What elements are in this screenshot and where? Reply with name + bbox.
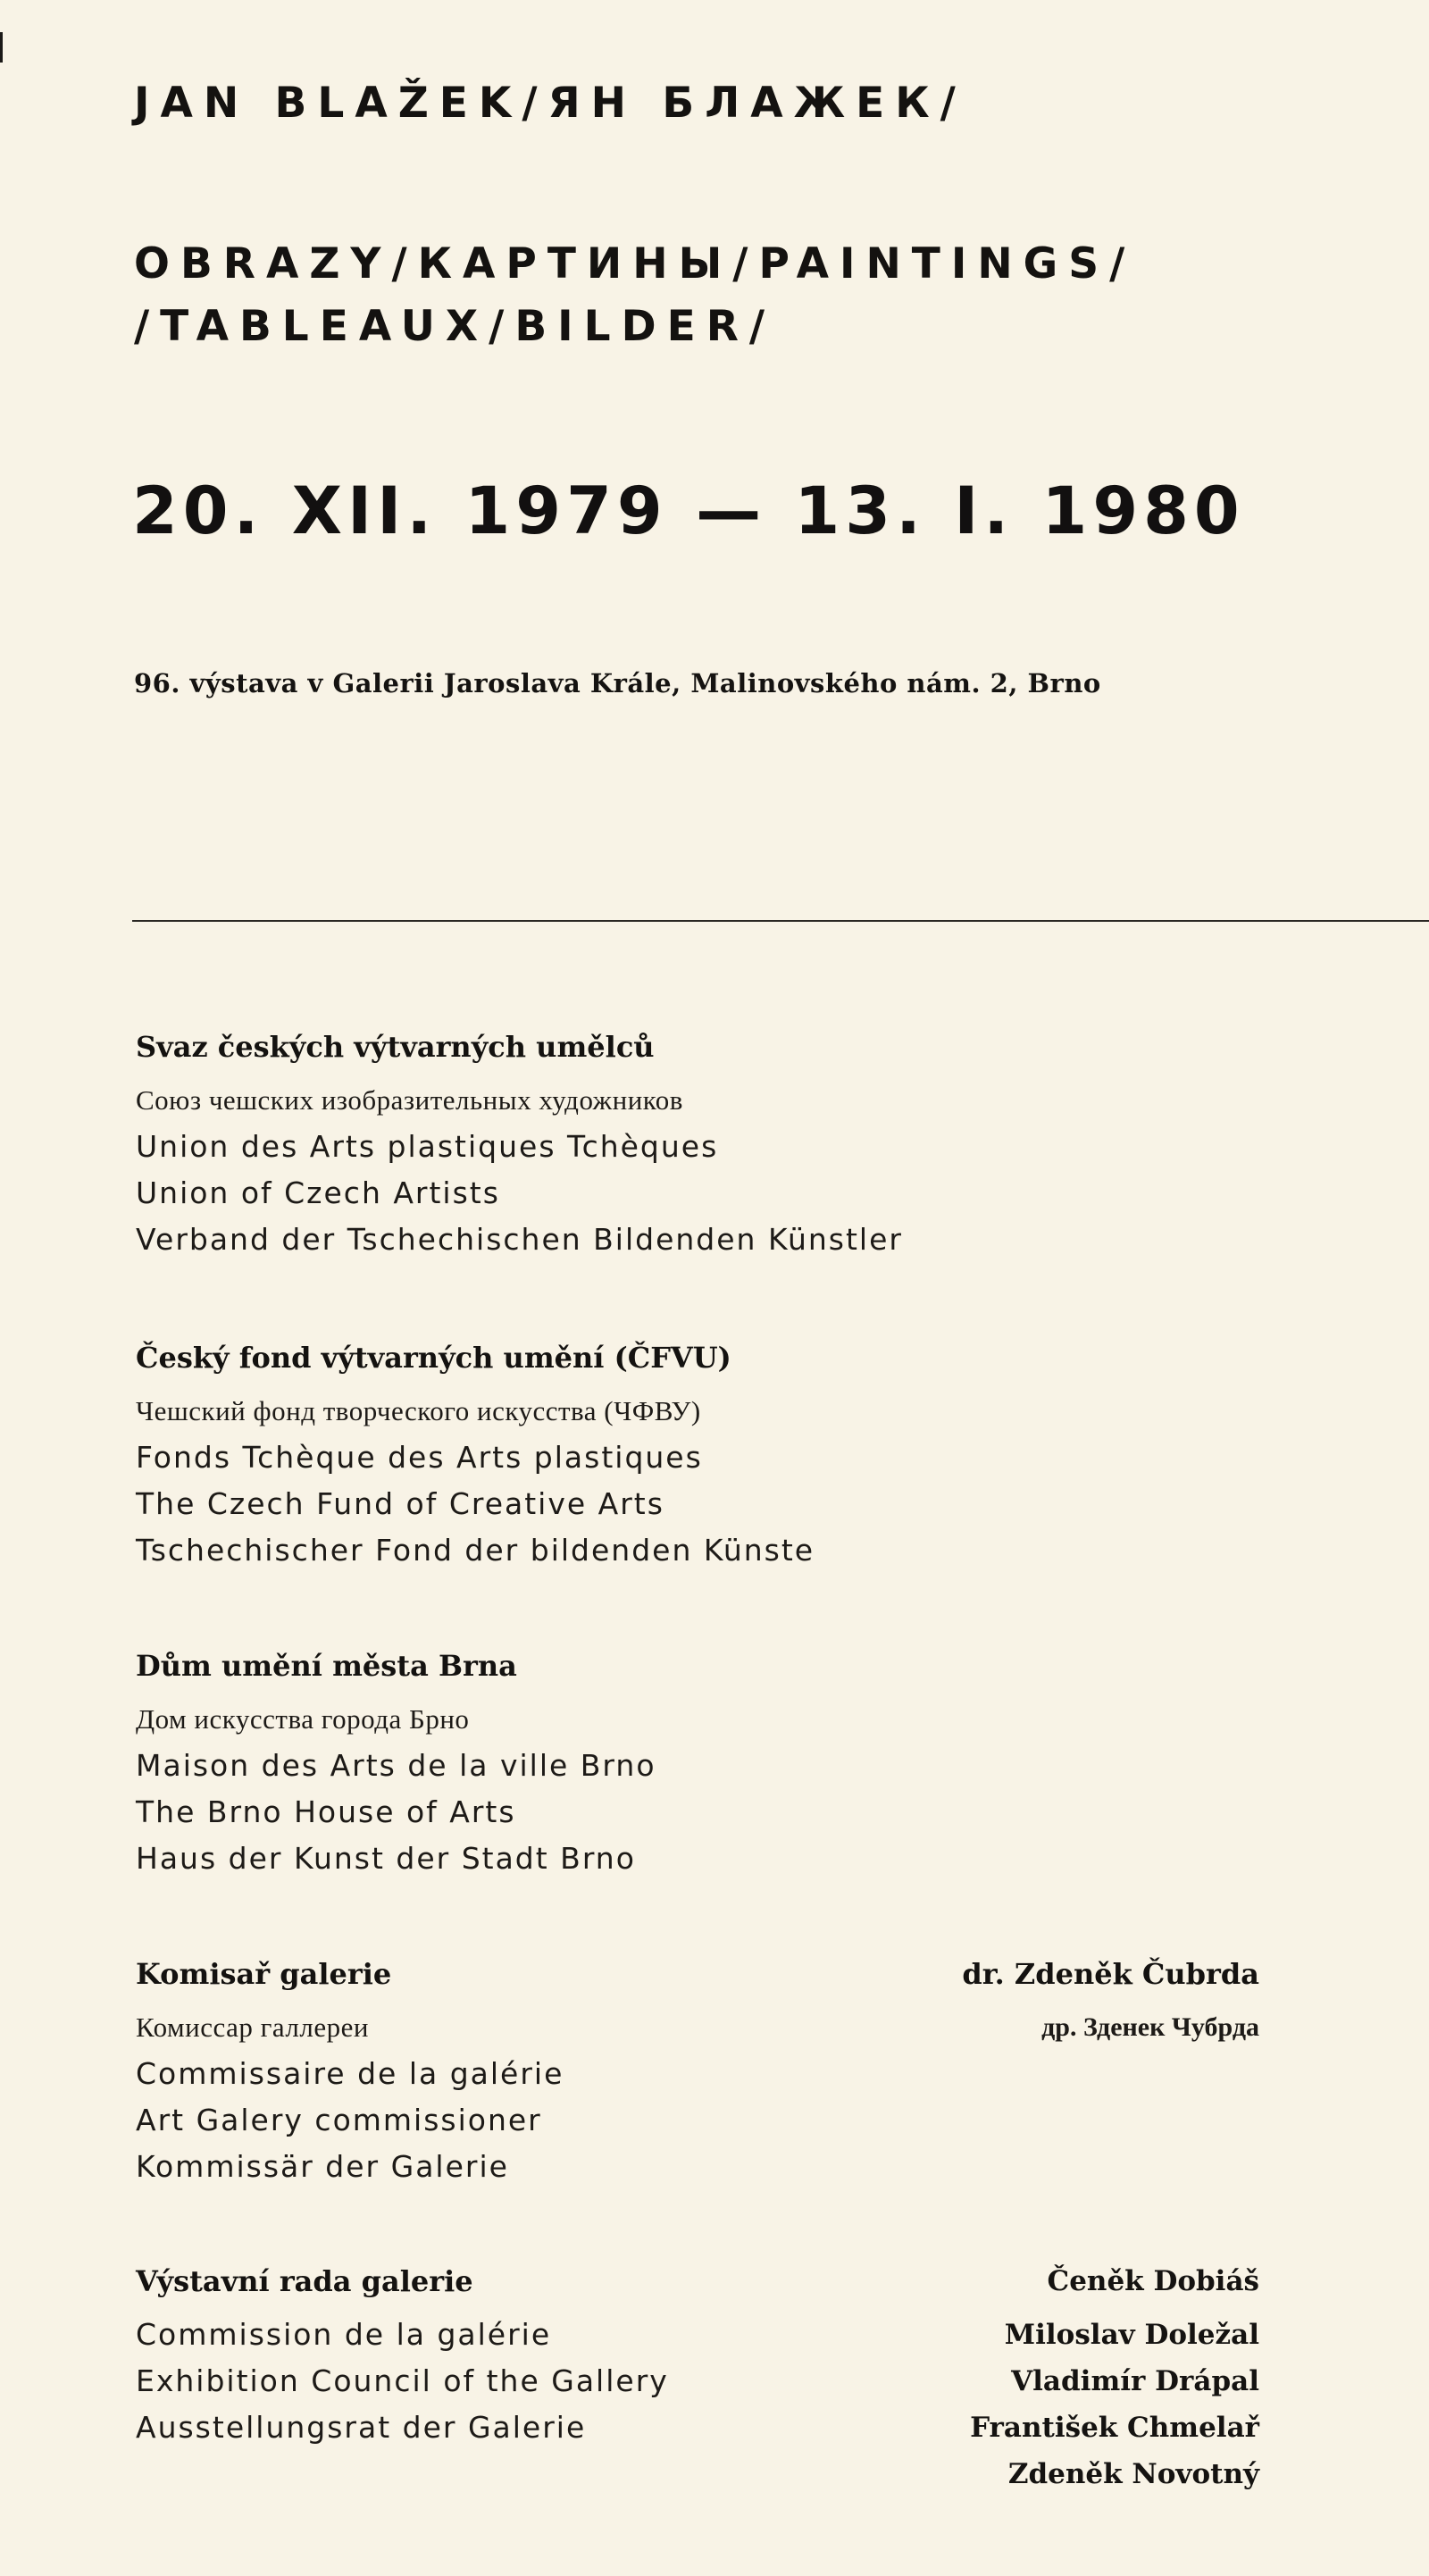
section-line: Комиссар галлереи — [136, 2011, 369, 2043]
council-member: Vladimír Drápal — [1011, 2365, 1259, 2397]
section-line: Haus der Kunst der Stadt Brno — [136, 1841, 636, 1876]
section-line: Commission de la galérie — [136, 2317, 552, 2352]
section-cfvu — [136, 1338, 1297, 1574]
section-line: Дом искусства города Брно — [136, 1703, 470, 1735]
artist-title: JAN BLAŽEK/ЯН БЛАЖЕК/ — [134, 79, 966, 128]
section-heading: Dům umění města Brna — [136, 1649, 517, 1683]
section-line: The Czech Fund of Creative Arts — [136, 1486, 664, 1521]
exhibition-dates: 20. XII. 1979 — 13. I. 1980 — [132, 473, 1245, 549]
section-line: Союз чешских изобразительных художников — [136, 1084, 683, 1116]
section-line: Verband der Tschechischen Bildenden Künstler — [136, 1222, 903, 1257]
section-heading: Komisař galerie — [136, 1957, 392, 1991]
section-heading: Český fond výtvarných umění (ČFVU) — [136, 1341, 731, 1375]
section-svaz — [136, 1027, 1297, 1263]
commissioner-name: dr. Zdeněk Čubrda — [962, 1957, 1259, 1991]
section-line: Exhibition Council of the Gallery — [136, 2363, 669, 2398]
section-line: Fonds Tchèque des Arts plastiques — [136, 1440, 703, 1475]
section-heading: Svaz českých výtvarných umělců — [136, 1030, 655, 1064]
venue-line: 96. výstava v Galerii Jaroslava Krále, Malinovského nám. 2, Brno — [134, 668, 1101, 698]
section-line: Maison des Arts de la ville Brno — [136, 1748, 656, 1783]
section-line: Union of Czech Artists — [136, 1175, 500, 1210]
council-members — [970, 2262, 1259, 2497]
section-line: The Brno House of Arts — [136, 1794, 516, 1829]
subtitle-line-2: /TABLEAUX/BILDER/ — [134, 302, 776, 351]
council-member: František Chmelař — [970, 2412, 1259, 2444]
council-member: Zdeněk Novotný — [1007, 2458, 1259, 2490]
section-line: Commissaire de la galérie — [136, 2056, 564, 2091]
edge-mark — [0, 32, 3, 63]
section-line: Art Galery commissioner — [136, 2103, 542, 2137]
section-line: Чешский фонд творческого искусства (ЧФВУ) — [136, 1395, 701, 1426]
subtitle-line-1: OBRAZY/КАРТИНЫ/PAINTINGS/ — [134, 239, 1136, 289]
section-line: Tschechischer Fond der bildenden Künste — [136, 1533, 815, 1568]
council-member: Miloslav Doležal — [1004, 2319, 1259, 2351]
council-member: Čeněk Dobiáš — [1047, 2265, 1259, 2297]
section-dum-umeni — [136, 1646, 1297, 1882]
divider — [132, 920, 1429, 922]
section-line: Ausstellungsrat der Galerie — [136, 2410, 587, 2445]
section-line: Union des Arts plastiques Tchèques — [136, 1129, 719, 1164]
commissioner-name-cyrillic: др. Зденек Чубрда — [1041, 2012, 1259, 2042]
section-line: Kommissär der Galerie — [136, 2149, 509, 2184]
section-heading: Výstavní rada galerie — [136, 2264, 473, 2298]
commissioner-name-block — [962, 1954, 1259, 2051]
